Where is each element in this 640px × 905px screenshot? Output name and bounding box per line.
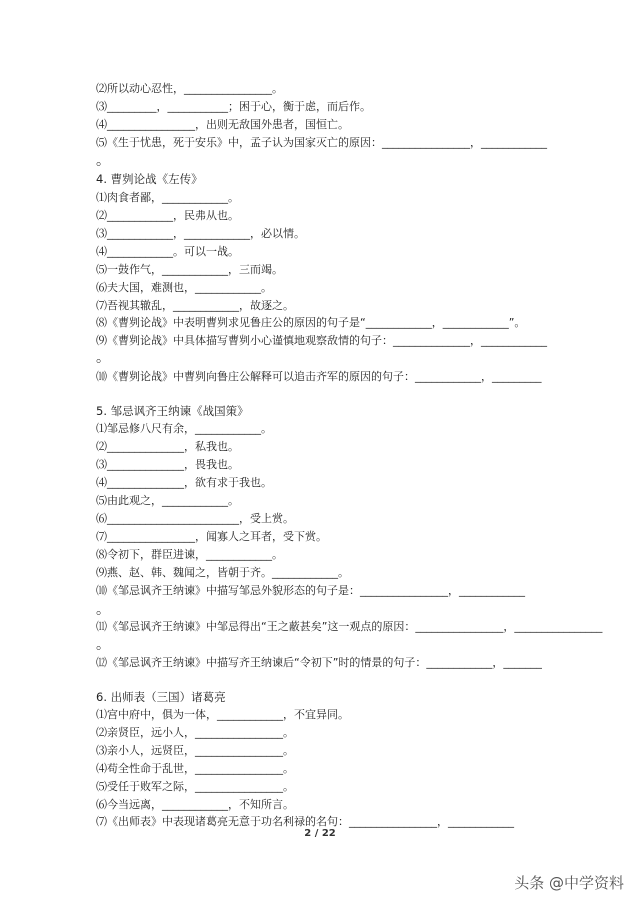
question-line: ⑶______________，畏我也。 [96, 458, 239, 471]
question-line: ⑺________________，闻寡人之耳者，受下赏。 [96, 530, 327, 543]
section-heading: 5. 邹忌讽齐王纳谏《战国策》 [96, 404, 249, 418]
question-line: ⑶亲小人，远贤臣，________________。 [96, 744, 294, 757]
question-line: ⑸《生于忧患，死于安乐》中，孟子认为国家灭亡的原因：________________，____________ [96, 136, 547, 149]
question-line: ⑴邹忌修八尺有余，____________。 [96, 422, 272, 435]
question-line: ⑺《出师表》中表现诸葛亮无意于功名利禄的名句：________________，____________ [96, 815, 514, 828]
watermark: 头条 @中学资料 [514, 874, 624, 892]
question-line: ⑵所以动心忍性，________________。 [96, 82, 283, 95]
question-line: ⑶____________，____________，必以情。 [96, 227, 305, 240]
question-line: ⑵______________，私我也。 [96, 440, 239, 453]
question-line: ⑶_________，___________；困于心，衡于虑，而后作。 [96, 100, 371, 113]
question-line: ⑴肉食者鄙，____________。 [96, 191, 239, 204]
question-line: ⑽《邹忌讽齐王纳谏》中描写邹忌外貌形态的句子是：________________，____________ [96, 584, 525, 597]
question-line: ⑸由此观之，____________。 [96, 494, 239, 507]
question-line: ⑸受任于败军之际，________________。 [96, 780, 294, 793]
question-line: ⑴宫中府中，俱为一体，____________，不宜异同。 [96, 708, 349, 721]
line-end-period: 。 [96, 637, 110, 653]
question-line: ⑺吾视其辙乱，____________，故逐之。 [96, 299, 294, 312]
question-line: ⑻令初下，群臣进谏，____________。 [96, 548, 283, 561]
page-number: 2 / 22 [304, 828, 336, 839]
section-heading: 4. 曹刿论战《左传》 [96, 172, 203, 186]
question-line: ⑻《曹刿论战》中表明曹刿求见鲁庄公的原因的句子是“____________，____________”。 [96, 316, 526, 329]
question-line: ⑵____________，民弗从也。 [96, 209, 239, 222]
line-end-period: 。 [96, 602, 110, 618]
question-line: ⑹夫大国，难测也，____________。 [96, 281, 272, 294]
question-line: ⑹________________________，受上赏。 [96, 512, 294, 525]
line-end-period: 。 [96, 153, 110, 169]
question-line: ⑷苟全性命于乱世，________________。 [96, 762, 294, 775]
question-line: ⑷____________。可以一战。 [96, 245, 239, 258]
question-line: ⑾《邹忌讽齐王纳谏》中邹忌得出“王之蔽甚矣”这一观点的原因：________________，________________ [96, 620, 603, 633]
question-line: ⑿《邹忌讽齐王纳谏》中描写齐王纳谏后“令初下”时的情景的句子：____________，_______ [96, 656, 542, 669]
line-end-period: 。 [96, 350, 110, 366]
question-line: ⑹今当远离，____________，不知所言。 [96, 798, 294, 811]
question-line: ⑼燕、赵、韩、魏闻之，皆朝于齐。____________。 [96, 566, 349, 579]
question-line: ⑼《曹刿论战》中具体描写曹刿小心谨慎地观察敌情的句子：______________，____________ [96, 334, 547, 347]
question-line: ⑸一鼓作气，____________，三而竭。 [96, 263, 283, 276]
question-line: ⑷________________，出则无敌国外患者，国恒亡。 [96, 118, 349, 131]
question-line: ⑽《曹刿论战》中曹刿向鲁庄公解释可以追击齐军的原因的句子：____________，_________ [96, 370, 542, 383]
question-line: ⑷______________，欲有求于我也。 [96, 476, 272, 489]
question-line: ⑵亲贤臣，远小人，________________。 [96, 726, 294, 739]
section-heading: 6. 出师表（三国）诸葛亮 [96, 690, 226, 704]
